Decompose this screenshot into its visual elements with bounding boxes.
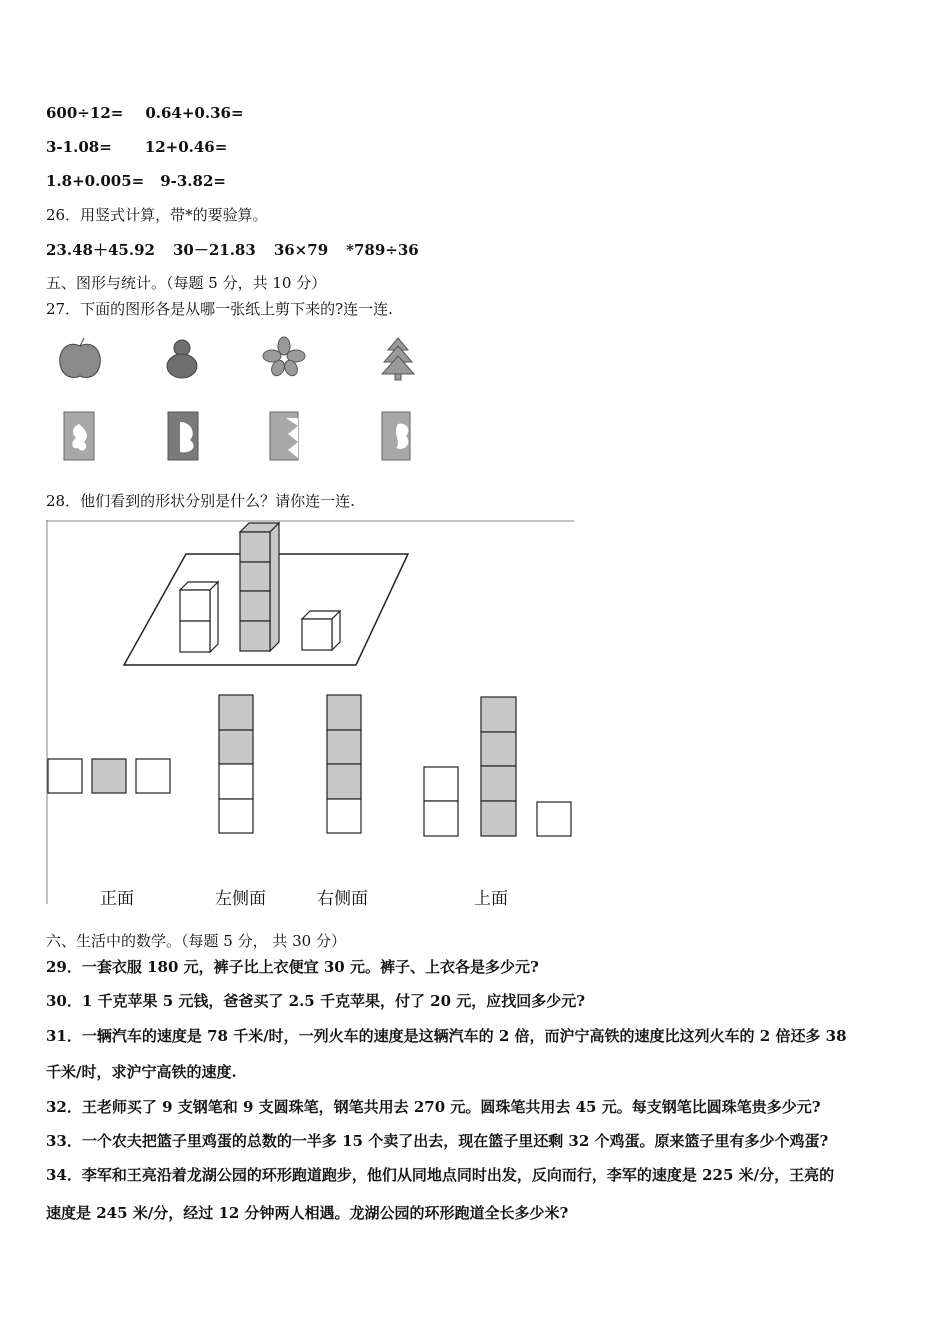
question-29: 29．一套衣服 180 元，裤子比上衣便宜 30 元。裤子、上衣各是多少元?	[46, 958, 539, 976]
apple-shape-icon	[60, 338, 101, 378]
paper-1-icon	[64, 412, 94, 460]
paper-2-icon	[168, 412, 198, 460]
arith-2b: 12+0.46=	[144, 138, 228, 156]
q28-views-figure	[46, 520, 576, 905]
question-33: 33．一个农夫把篮子里鸡蛋的总数的一半多 15 个卖了出去，现在篮子里还剩 32 个鸡蛋。原来篮子里有多少个鸡蛋?	[46, 1132, 829, 1150]
question-34-line-2: 速度是 245 米/分，经过 12 分钟两人相遇。龙湖公园的环形跑道全长多少米?	[46, 1204, 569, 1222]
question-27: 27．下面的图形各是从哪一张纸上剪下来的?连一连.	[46, 300, 393, 318]
arith-1a: 600÷12=	[46, 104, 124, 122]
paper-4-icon	[382, 412, 410, 460]
label-front-view: 正面	[100, 889, 134, 909]
question-32: 32．王老师买了 9 支钢笔和 9 支圆珠笔，钢笔共用去 270 元。圆珠笔共用去 45 元。每支钢笔比圆珠笔贵多少元?	[46, 1098, 821, 1116]
arith-row-1	[46, 103, 244, 123]
view-option-column-b	[327, 695, 361, 833]
section-5-heading: 五、图形与统计。（每题 5 分，共 10 分）	[46, 274, 327, 292]
arith-row-2	[46, 137, 227, 157]
arith-row-3	[46, 171, 226, 191]
q27-cutouts-figure	[46, 330, 466, 480]
middle-cube-stack	[240, 523, 279, 651]
label-right-view: 右侧面	[317, 889, 368, 909]
arith-3a: 1.8+0.005=	[46, 172, 145, 190]
label-top-view: 上面	[474, 889, 508, 909]
view-option-row	[48, 759, 170, 793]
expr-2: 30－21.83	[172, 241, 256, 259]
view-option-column-a	[219, 695, 253, 833]
gourd-shape-icon	[167, 340, 197, 378]
left-cube-stack	[180, 582, 218, 652]
expr-3: 36×79	[273, 241, 329, 259]
arith-1b: 0.64+0.36=	[145, 104, 244, 122]
section-6-heading: 六、生活中的数学。（每题 5 分， 共 30 分）	[46, 932, 346, 950]
question-34-line-1: 34．李军和王亮沿着龙湖公园的环形跑道跑步，他们从同地点同时出发，反向而行，李军的速度是 225 米/分，王亮的	[46, 1166, 835, 1184]
tree-shape-icon	[382, 338, 414, 380]
expr-1: 23.48＋45.92	[46, 241, 155, 259]
view-option-combined	[424, 697, 571, 836]
question-26: 26．用竖式计算，带*的要验算。	[46, 206, 268, 224]
right-single-cube	[302, 611, 340, 650]
question-30: 30．1 千克苹果 5 元钱，爸爸买了 2.5 千克苹果，付了 20 元，应找回多少元?	[46, 992, 586, 1010]
q26-expressions	[46, 240, 419, 260]
question-31-line-2: 千米/时，求沪宁高铁的速度.	[46, 1063, 237, 1081]
flower-shape-icon	[263, 337, 305, 378]
expr-4: *789÷36	[346, 241, 419, 259]
arith-2a: 3-1.08=	[46, 138, 112, 156]
paper-3-icon	[270, 412, 298, 460]
arith-3b: 9-3.82=	[160, 172, 226, 190]
question-31-line-1: 31．一辆汽车的速度是 78 千米/时，一列火车的速度是这辆汽车的 2 倍，而沪宁高铁的速度比这列火车的 2 倍还多 38	[46, 1027, 847, 1045]
question-28: 28．他们看到的形状分别是什么？请你连一连.	[46, 492, 355, 510]
label-left-view: 左侧面	[215, 889, 266, 909]
